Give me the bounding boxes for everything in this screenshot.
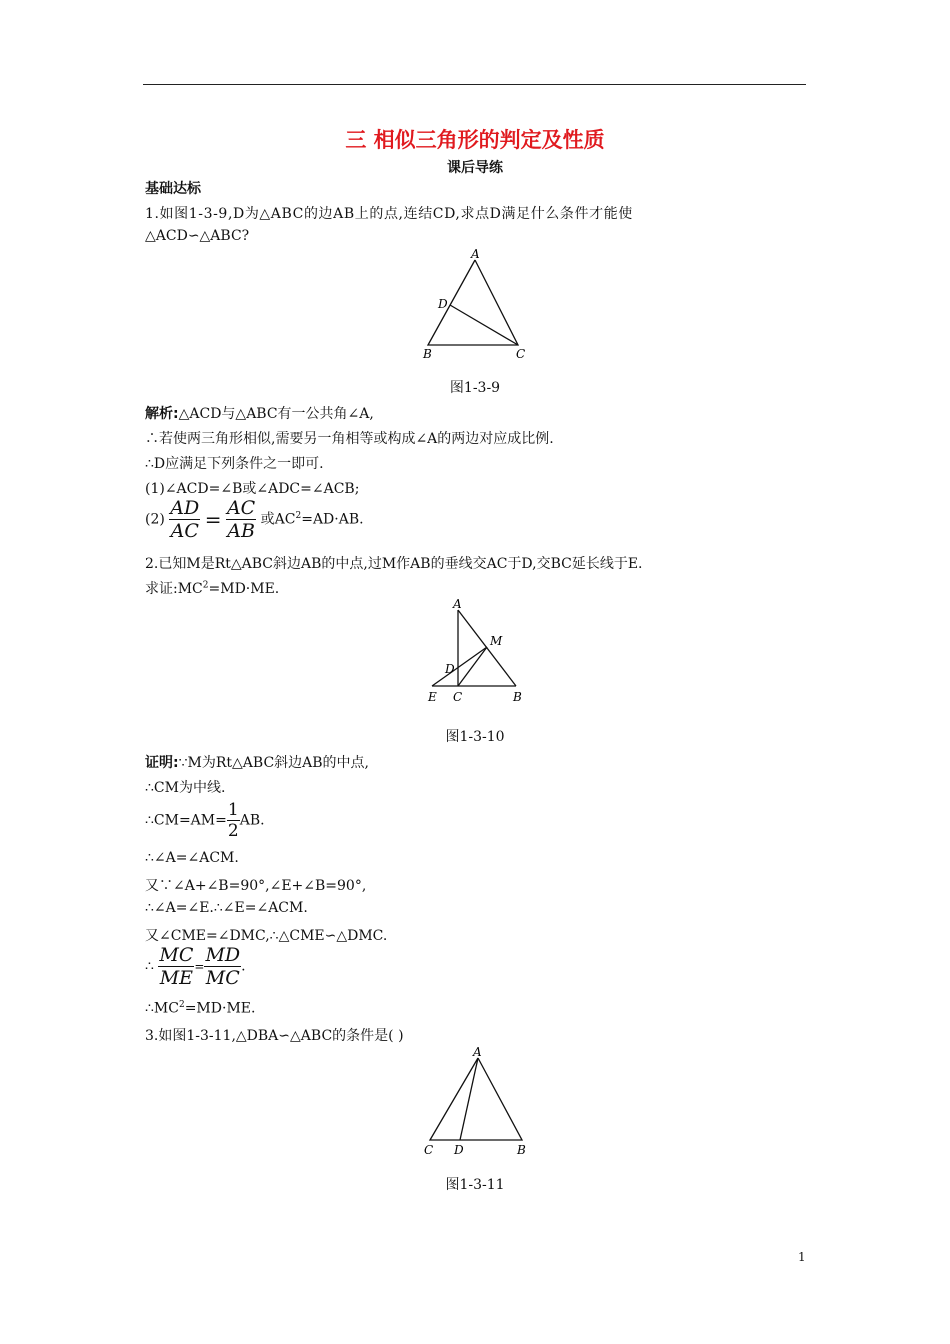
proof-line9-suffix: =MD·ME.	[184, 1000, 256, 1017]
segment-ad	[460, 1058, 478, 1140]
label-c: C	[424, 1143, 434, 1157]
label-d: D	[454, 1143, 464, 1157]
fraction-one-half	[227, 800, 240, 841]
q2-line2-suffix: =MD·ME.	[208, 581, 280, 597]
proof-label: 证明:	[145, 755, 179, 771]
cond2-suffix: =AD·AB.	[301, 511, 364, 528]
q2-proof-line6: ∴∠A=∠E.∴∠E=∠ACM.	[145, 900, 308, 916]
page-subtitle: 课后导练	[447, 160, 503, 176]
proof-line8-suffix: .	[241, 958, 246, 975]
fraction-denominator: 2	[227, 821, 239, 841]
label-b: B	[517, 1143, 526, 1157]
solution-text: △ACD与△ABC有一公共角∠A,	[178, 406, 374, 422]
fraction-numerator: AC	[226, 497, 256, 519]
q2-line2-prefix: 求证:MC	[145, 581, 203, 597]
page-number: 1	[798, 1250, 806, 1264]
q1-solution-line2: ∴若使两三角形相似,需要另一角相等或构成∠A的两边对应成比例.	[145, 431, 554, 447]
proof-line8-prefix: ∴	[145, 958, 154, 975]
q2-proof-line8	[145, 944, 246, 989]
cond2-mid: 或AC	[260, 511, 296, 528]
label-b: B	[513, 690, 522, 704]
q2-proof-line3	[145, 800, 265, 841]
label-e: E	[428, 690, 437, 704]
q1-condition-2	[145, 497, 364, 542]
proof-line3-prefix: ∴CM=AM=	[145, 812, 227, 829]
fraction-numerator: 1	[227, 800, 239, 820]
q1-solution-line3: ∴D应满足下列条件之一即可.	[145, 456, 324, 472]
figure-caption-1-3-10: 图1-3-10	[445, 729, 505, 745]
q2-proof-line9	[145, 1000, 255, 1017]
q2-proof-line4: ∴∠A=∠ACM.	[145, 850, 239, 866]
q1-solution-line4: (1)∠ACD=∠B或∠ADC=∠ACB;	[145, 481, 360, 497]
figure-caption-1-3-11: 图1-3-11	[445, 1177, 505, 1193]
q1-line2: △ACD∽△ABC?	[145, 228, 250, 244]
q1-solution-line1	[145, 403, 374, 423]
label-c: C	[453, 690, 463, 704]
q3-line1: 3.如图1-3-11,△DBA∽△ABC的条件是( )	[145, 1028, 404, 1044]
q2-line2-sup: 2	[202, 580, 209, 591]
fraction-denominator: AC	[170, 520, 199, 542]
triangle-abc	[430, 1058, 522, 1140]
q1-line1: 1.如图1-3-9,D为△ABC的边AB上的点,连结CD,求点D满足什么条件才能使	[145, 206, 633, 222]
equals-sign: =	[204, 507, 222, 532]
figure-1-3-11	[418, 1042, 534, 1160]
fraction-numerator: MC	[159, 944, 194, 966]
q2-proof-line7: 又∠CME=∠DMC,∴△CME∽△DMC.	[145, 928, 388, 944]
q2-line1: 2.已知M是Rt△ABC斜边AB的中点,过M作AB的垂线交AC于D,交BC延长线于E.	[145, 556, 643, 572]
solution-label: 解析:	[145, 406, 179, 422]
page-title: 三 相似三角形的判定及性质	[345, 128, 605, 152]
figure-caption-1-3-9: 图1-3-9	[449, 380, 501, 396]
cond2-sup: 2	[295, 510, 302, 521]
fraction-md-mc	[204, 944, 241, 989]
figure-1-3-10	[424, 594, 528, 708]
segment-cm	[458, 647, 487, 686]
proof-line9-sup: 2	[178, 1000, 185, 1010]
label-d: D	[445, 662, 455, 676]
fraction-numerator: AD	[170, 497, 200, 519]
proof-line9-prefix: ∴MC	[145, 1000, 179, 1017]
q2-line2	[145, 578, 279, 598]
header-rule	[143, 84, 806, 85]
fraction-ac-ab	[226, 497, 256, 542]
section-heading: 基础达标	[145, 181, 201, 197]
label-a: A	[473, 1045, 482, 1059]
equals-sign: =	[194, 959, 205, 974]
label-c: C	[516, 347, 526, 361]
fraction-mc-me	[158, 944, 194, 989]
proof-text: ∵M为Rt△ABC斜边AB的中点,	[178, 755, 370, 771]
proof-line3-suffix: AB.	[239, 812, 265, 829]
fraction-denominator: AB	[227, 520, 255, 542]
label-d: D	[438, 297, 448, 311]
segment-em	[432, 647, 487, 686]
q2-proof-line1	[145, 752, 369, 772]
fraction-ad-ac	[169, 497, 200, 542]
q2-proof-line5: 又∵∠A+∠B=90°,∠E+∠B=90°,	[145, 878, 367, 894]
label-m: M	[490, 634, 503, 648]
fraction-numerator: MD	[205, 944, 241, 966]
label-a: A	[471, 247, 480, 261]
q2-proof-line2: ∴CM为中线.	[145, 780, 226, 796]
label-a: A	[453, 597, 462, 611]
fraction-denominator: MC	[205, 967, 240, 989]
fraction-denominator: ME	[159, 967, 194, 989]
cond2-prefix: (2)	[145, 511, 165, 528]
label-b: B	[423, 347, 432, 361]
figure-1-3-9	[418, 244, 534, 366]
